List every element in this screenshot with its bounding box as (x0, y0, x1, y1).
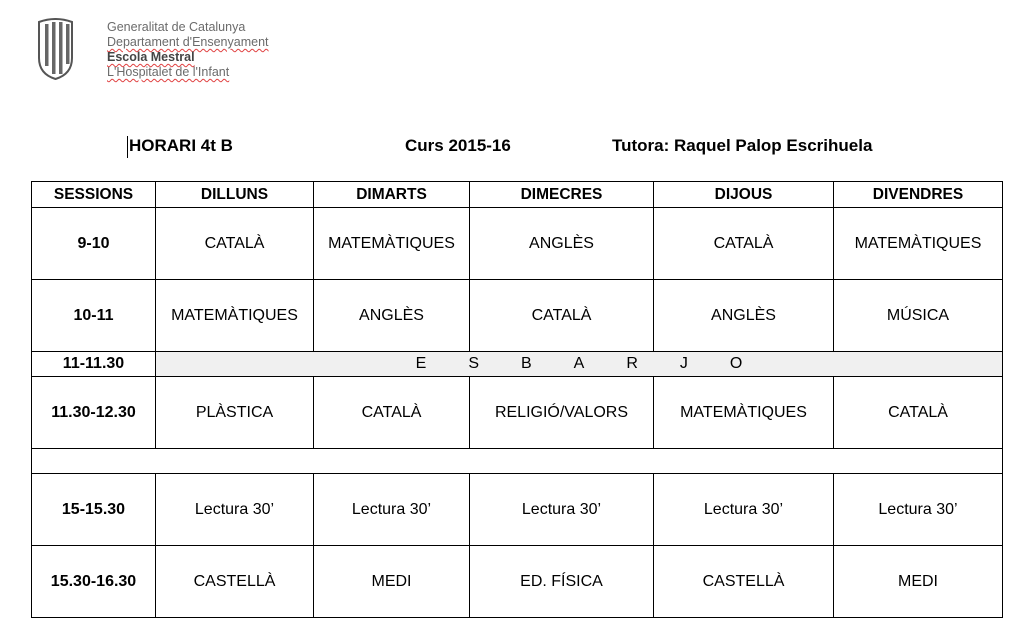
column-header: DIMARTS (314, 182, 470, 208)
subject-cell: MATEMÀTIQUES (156, 280, 314, 352)
column-header: DIVENDRES (834, 182, 1003, 208)
subject-cell: PLÀSTICA (156, 377, 314, 449)
break-letter: S (468, 355, 479, 372)
header-row (32, 182, 1003, 208)
lunch-gap-row (32, 449, 1003, 474)
subject-cell: Lectura 30’ (654, 474, 834, 546)
column-header: DIMECRES (470, 182, 654, 208)
letterhead-department: Departament d'Ensenyament (107, 35, 269, 49)
catalonia-coat-of-arms-logo (37, 18, 74, 80)
schedule-title: HORARI 4t B (129, 136, 233, 155)
table-row (32, 474, 1003, 546)
table-row (32, 280, 1003, 352)
time-slot: 15-15.30 (32, 474, 156, 546)
letterhead (107, 20, 269, 80)
subject-cell: MATEMÀTIQUES (654, 377, 834, 449)
subject-cell: MATEMÀTIQUES (314, 208, 470, 280)
subject-cell: CASTELLÀ (654, 546, 834, 618)
subject-cell: Lectura 30’ (834, 474, 1003, 546)
break-letter: J (679, 355, 688, 372)
subject-cell: RELIGIÓ/VALORS (470, 377, 654, 449)
break-letter: O (729, 355, 743, 372)
course-label: Curs 2015-16 (405, 136, 511, 155)
subject-cell: CATALÀ (834, 377, 1003, 449)
subject-cell: ED. FÍSICA (470, 546, 654, 618)
subject-cell: Lectura 30’ (156, 474, 314, 546)
subject-cell: ANGLÈS (470, 208, 654, 280)
break-letter: A (573, 355, 585, 372)
subject-cell: ANGLÈS (314, 280, 470, 352)
timetable (31, 181, 1003, 618)
subject-cell: Lectura 30’ (314, 474, 470, 546)
break-letter: B (520, 355, 532, 372)
break-letter: E (415, 355, 427, 372)
subject-cell: MEDI (834, 546, 1003, 618)
time-slot: 15.30-16.30 (32, 546, 156, 618)
tutor-label: Tutora: Raquel Palop Escrihuela (612, 136, 873, 155)
subject-cell: Lectura 30’ (470, 474, 654, 546)
letterhead-school: Escola Mestral (107, 50, 195, 64)
subject-cell: CASTELLÀ (156, 546, 314, 618)
subject-cell: MATEMÀTIQUES (834, 208, 1003, 280)
letterhead-town: L'Hospitalet de l'Infant (107, 65, 230, 79)
column-header: SESSIONS (32, 182, 156, 208)
subject-cell: ANGLÈS (654, 280, 834, 352)
break-letter: R (626, 355, 638, 372)
subject-cell: CATALÀ (314, 377, 470, 449)
column-header: DILLUNS (156, 182, 314, 208)
table-row (32, 377, 1003, 449)
table-row (32, 546, 1003, 618)
table-row (32, 208, 1003, 280)
time-slot: 9-10 (32, 208, 156, 280)
column-header: DIJOUS (654, 182, 834, 208)
break-cell (156, 352, 1003, 377)
subject-cell: CATALÀ (156, 208, 314, 280)
letterhead-government: Generalitat de Catalunya (107, 20, 246, 34)
text-cursor (127, 136, 128, 158)
break-row (32, 352, 1003, 377)
subject-cell: MÚSICA (834, 280, 1003, 352)
subject-cell: CATALÀ (470, 280, 654, 352)
subject-cell: CATALÀ (654, 208, 834, 280)
time-slot: 11.30-12.30 (32, 377, 156, 449)
time-slot: 11-11.30 (32, 352, 156, 377)
time-slot: 10-11 (32, 280, 156, 352)
subject-cell: MEDI (314, 546, 470, 618)
empty-cell (32, 449, 1003, 474)
